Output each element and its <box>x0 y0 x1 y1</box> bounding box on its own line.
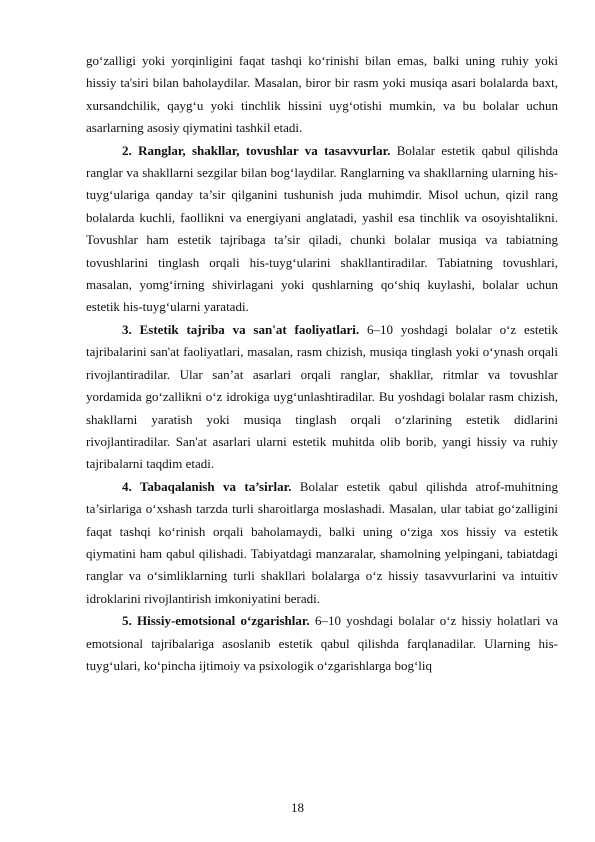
paragraph-2-text: Bolalar estetik qabul qilishda ranglar va shakllarni sezgilar bilan bog‘laydilar. Ranglarning va shakllarning ularning his-tuyg‘ulariga qanday ta’sir qilganini tushunish juda muhimdir. Misol uchun, qizil rang bolalarda kuchli, faollikni va energiyani anglatadi, yashil esa tinchlik va osoyishtalikni. Tovushlar ham estetik tajribaga ta’sir qiladi, chunki bolalar musiqa va tabiatning tovushlarini tinglash orqali his-tuyg‘ularini shakllantiradilar. Tabiatning tovushlari, masalan, yomg‘irning shivirlagani yoki qushlarning qo‘shiq kuylashi, bolalar uchun estetik his-tuyg‘ularni yaratadi. <box>86 142 558 315</box>
paragraph-2 <box>86 140 558 319</box>
paragraph-5-text: 6–10 yoshdagi bolalar o‘z hissiy holatlari va emotsional tajribalariga asoslanib estetik qabul qilishda farqlanadilar. Ularning his-tuyg‘ulari, ko‘pincha ijtimoiy va psixologik o‘zgarishlarga bog‘liq <box>86 613 558 673</box>
paragraph-1 <box>86 50 558 140</box>
paragraph-2-heading: 2. Ranglar, shakllar, tovushlar va tasavvurlar. <box>122 142 391 158</box>
page-number: 18 <box>291 800 304 815</box>
paragraph-4 <box>86 476 558 610</box>
paragraph-1-text: go‘zalligi yoki yorqinligini faqat tashqi ko‘rinishi bilan emas, balki uning ruhiy yoki hissiy ta'siri bilan baholaydilar. Masalan, biror bir rasm yoki musiqa asari bolalarda baxt, xursandchilik, qayg‘u yoki tinchlik hissini uyg‘otishi mumkin, va bu bolalar uchun asarlarning asosiy qiymatini tashkil etadi. <box>86 53 558 136</box>
document-body <box>86 50 558 677</box>
paragraph-5-heading: 5. Hissiy-emotsional o‘zgarishlar. <box>122 613 310 629</box>
paragraph-4-text: Bolalar estetik qabul qilishda atrof-muhitning ta’sirlariga o‘xshash tarzda turli sharoitlarga moslashadi. Masalan, ular tabiat go‘zalligini faqat tashqi ko‘rinish orqali baholamaydi, balki uning o‘ziga xos hissiy va estetik qiymatini ham qabul qilishadi. Tabiyatdagi manzaralar, shamolning yelpingani, tabiatdagi ranglar va o‘simliklarning turli shakllari bolalarga o‘z hissiy tasavvurlarini va intuitiv idroklarini rivojlantirish imkoniyatini beradi. <box>86 478 558 606</box>
paragraph-4-heading: 4. Tabaqalanish va ta’sirlar. <box>122 478 292 494</box>
paragraph-3-heading: 3. Estetik tajriba va san'at faoliyatlari. <box>122 321 360 337</box>
paragraph-3 <box>86 319 558 476</box>
paragraph-5 <box>86 610 558 677</box>
paragraph-3-text: 6–10 yoshdagi bolalar o‘z estetik tajribalarini san'at faoliyatlari, masalan, rasm chizish, musiqa tinglash yoki o‘ynash orqali rivojlantiradilar. Ular san’at asarlari orqali ranglar, shakllar, ritmlar va tovushlar yordamida go‘zallikni o‘z idrokiga uyg‘unlashtiradilar. Bu yoshdagi bolalar rasm chizish, shakllarni yaratish yoki musiqa tinglash orqali o‘zlarining estetik didlarini rivojlantiradilar. San'at asarlari ularni estetik muhitda olib borib, yangi hissiy va ruhiy tajribalarni taqdim etadi. <box>86 321 558 472</box>
